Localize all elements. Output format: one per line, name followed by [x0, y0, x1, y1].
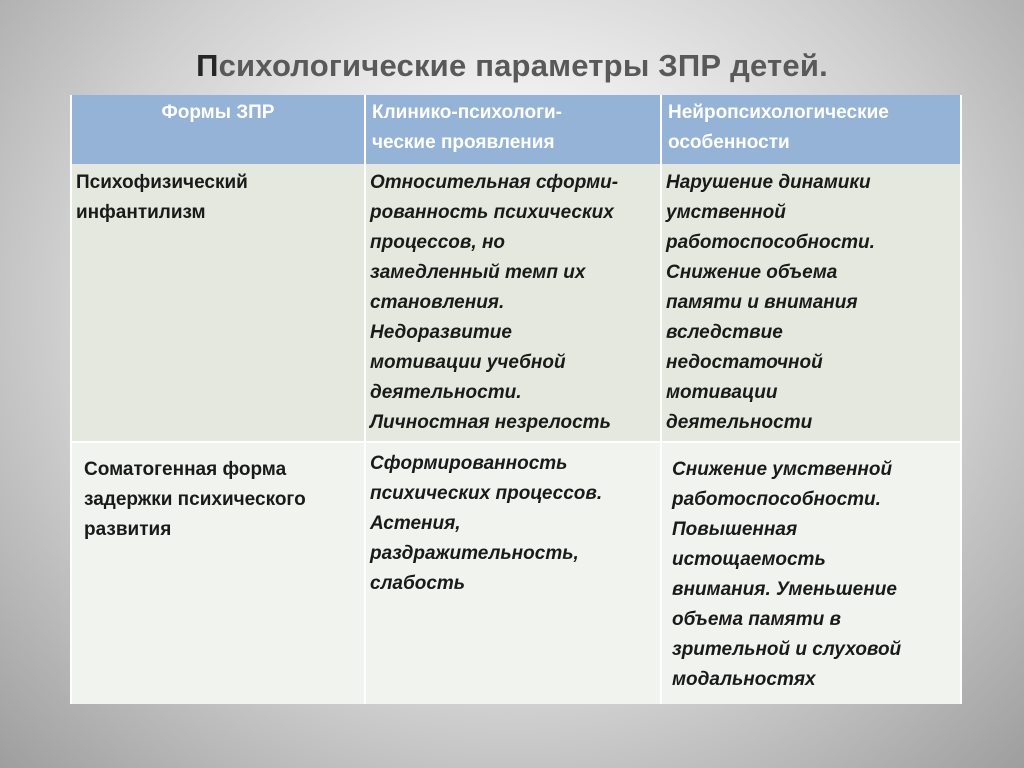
neuro-line: деятельности	[666, 412, 813, 433]
form-cell	[71, 164, 365, 442]
neuro-line: зрительной и слуховой	[672, 639, 902, 660]
slide-title-first-letter: П	[196, 48, 219, 83]
header-forms	[71, 95, 365, 164]
clinical-line: процессов, но	[370, 232, 506, 253]
neuro-line: работоспособности.	[672, 489, 881, 510]
header-clinical-line: Клинико-психологи-	[372, 102, 562, 123]
header-forms-label: Формы ЗПР	[161, 102, 275, 123]
clinical-line: Относительная сформи-	[370, 172, 619, 193]
table-row	[71, 442, 961, 704]
clinical-line: деятельности.	[370, 382, 522, 403]
clinical-line: рованность психических	[370, 202, 614, 223]
table-row	[71, 164, 961, 442]
clinical-cell	[365, 164, 661, 442]
neuro-line: вследствие	[666, 322, 783, 343]
clinical-line: Недоразвитие	[370, 322, 512, 343]
neuro-line: Повышенная	[672, 519, 798, 540]
form-line: Психофизический	[76, 172, 248, 193]
table-header-row	[71, 95, 961, 164]
clinical-line: мотивации учебной	[370, 352, 566, 373]
clinical-line: слабость	[370, 573, 466, 594]
neuro-line: работоспособности.	[666, 232, 875, 253]
clinical-line: раздражительность,	[370, 543, 579, 564]
neuro-line: внимания. Уменьшение	[672, 579, 897, 600]
neuro-line: мотивации	[666, 382, 778, 403]
neuro-line: Снижение объема	[666, 262, 838, 283]
form-line: развития	[84, 519, 172, 540]
neuro-line: памяти и внимания	[666, 292, 858, 313]
slide-title-rest: сихологические параметры ЗПР детей.	[218, 48, 828, 83]
form-line: инфантилизм	[76, 202, 206, 223]
header-neuro-line: Нейропсихологические	[668, 102, 889, 123]
neuro-line: Нарушение динамики	[666, 172, 871, 193]
neuro-line: модальностях	[672, 669, 816, 690]
neuro-line: истощаемость	[672, 549, 826, 570]
form-cell	[71, 442, 365, 704]
neuro-line: объема памяти в	[672, 609, 841, 630]
header-clinical	[365, 95, 661, 164]
neuro-cell	[661, 442, 961, 704]
clinical-line: Сформированность	[370, 453, 568, 474]
header-clinical-line: ческие проявления	[372, 132, 555, 153]
clinical-line: Астения,	[370, 513, 461, 534]
neuro-line: недостаточной	[666, 352, 823, 373]
form-line: задержки психического	[84, 489, 306, 510]
clinical-line: психических процессов.	[370, 483, 603, 504]
header-neuro	[661, 95, 961, 164]
form-line: Соматогенная форма	[84, 459, 287, 480]
clinical-cell	[365, 442, 661, 704]
clinical-line: замедленный темп их	[370, 262, 586, 283]
neuro-line: Снижение умственной	[672, 459, 893, 480]
clinical-line: становления.	[370, 292, 505, 313]
slide-title	[0, 48, 1024, 84]
neuro-line: умственной	[666, 202, 786, 223]
neuro-cell	[661, 164, 961, 442]
clinical-line: Личностная незрелость	[370, 412, 611, 433]
zpr-parameters-table	[70, 95, 962, 704]
header-neuro-line: особенности	[668, 132, 790, 153]
